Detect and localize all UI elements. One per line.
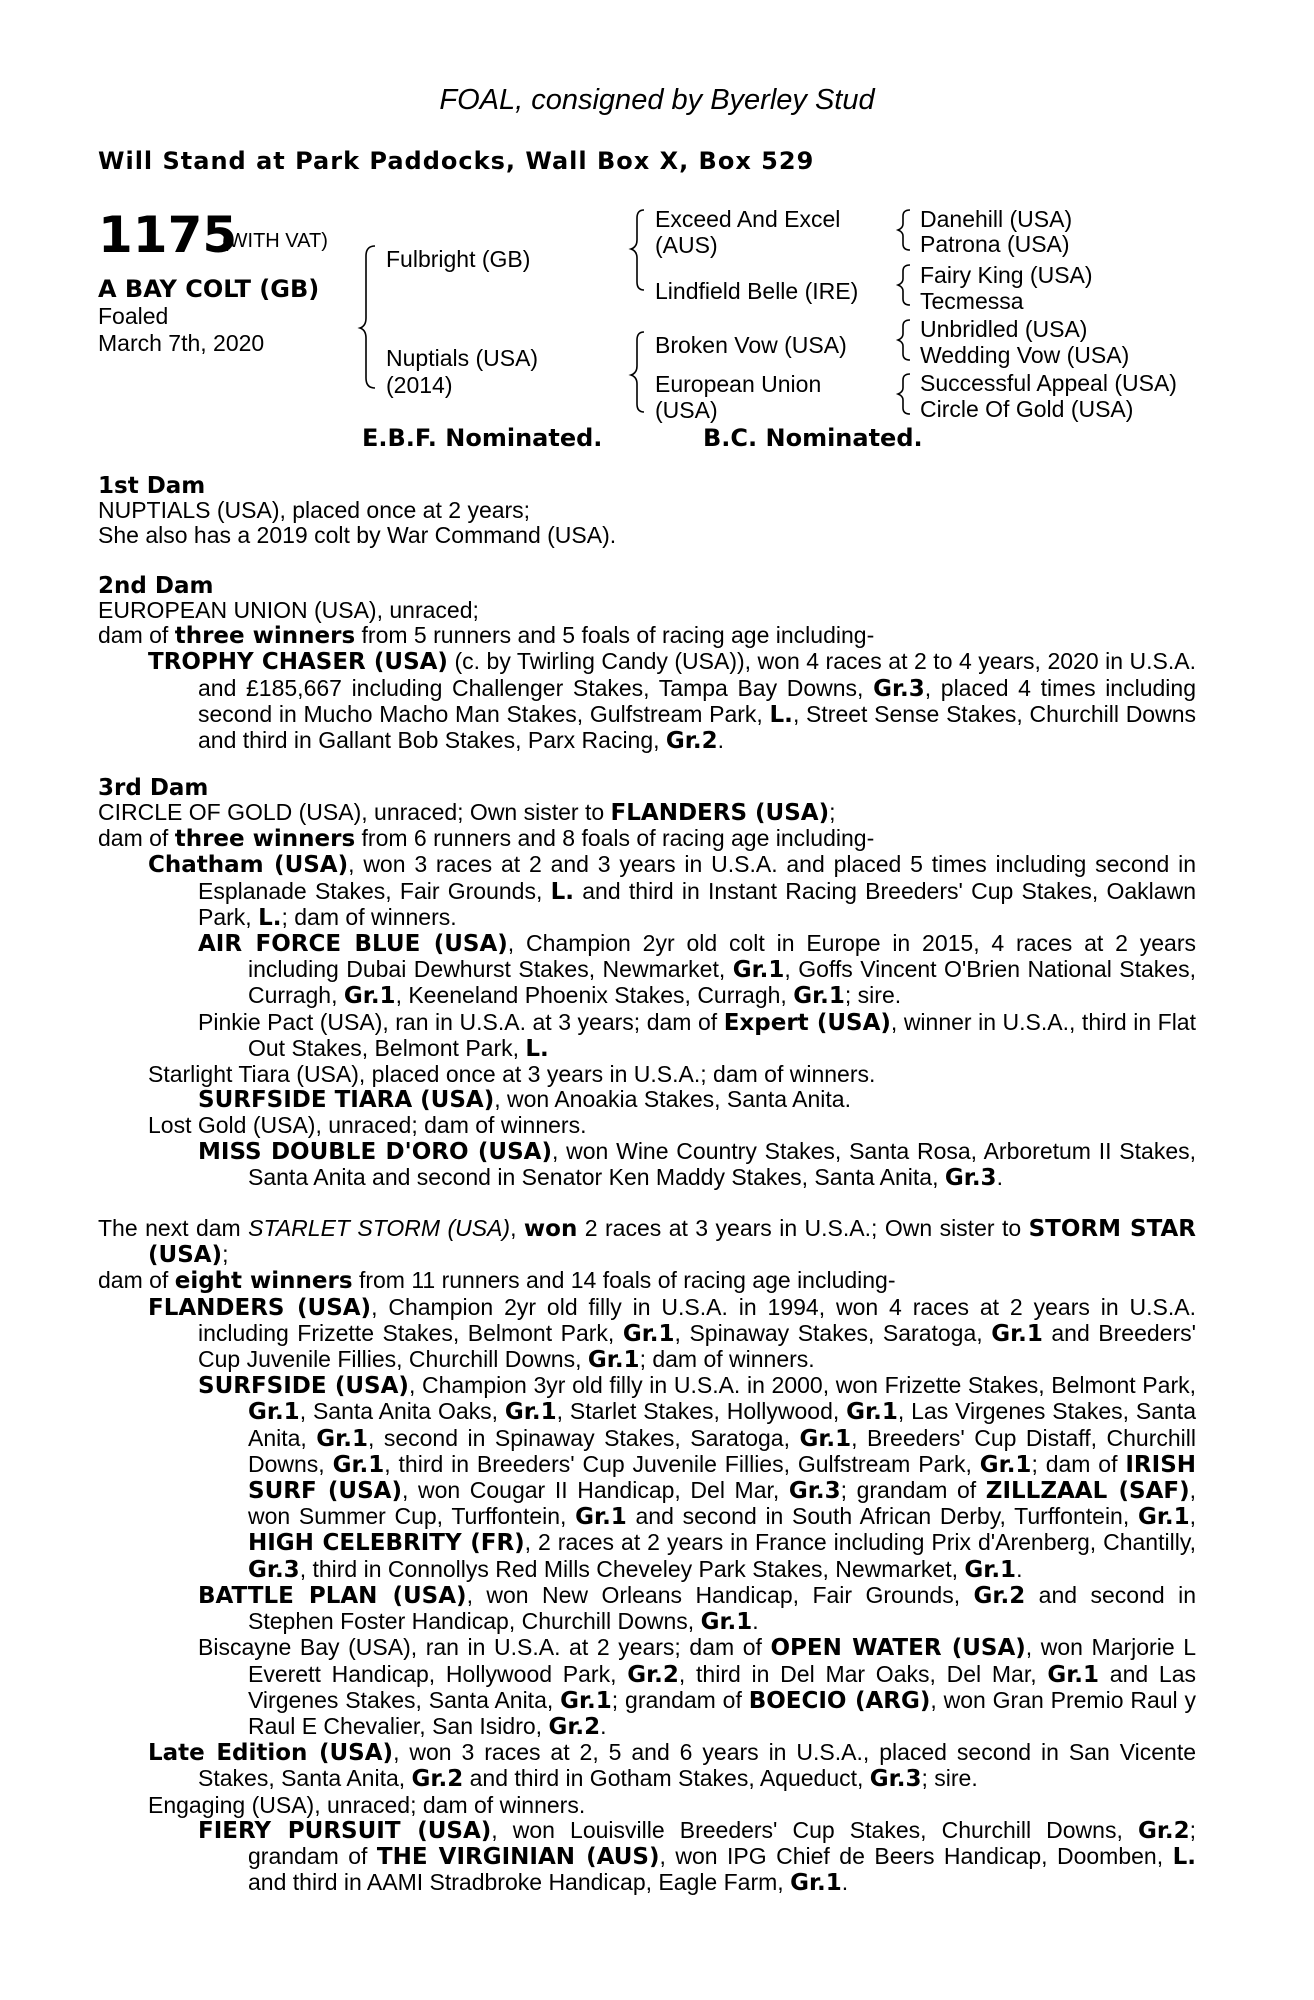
third-dam-heading: 3rd Dam (98, 775, 209, 801)
dam-dam-line1: European Union (655, 371, 822, 397)
g3-ancestor: Unbridled (USA) (920, 316, 1088, 342)
sire: Fulbright (GB) (386, 246, 531, 272)
g3-ancestor: Fairy King (USA) (920, 262, 1093, 288)
dam-sire: Broken Vow (USA) (655, 332, 847, 358)
sire-dam: Lindfield Belle (IRE) (655, 278, 859, 304)
dam-line2: (2014) (386, 372, 453, 398)
lot-title: A BAY COLT (GB) (98, 275, 320, 303)
dam-dam-line2: (USA) (655, 397, 718, 423)
third-dam-text: CIRCLE OF GOLD (USA), unraced; Own sister to FLANDERS (USA); dam of three winners from 6 runners and 8 foals of racing age including- Chatham (USA), won 3 races at 2 and 3 years in U.S.A. and placed 5 times including second in Esplanade Stakes, Fair Grounds, L. and third in Instant Racing Breeders' Cup Stakes, Oaklawn Park, L.; dam of winners. AIR FORCE BLUE (USA), Champion 2yr old colt in Europe in 2015, 4 races at 2 years including Dubai Dewhurst Stakes, Newmarket, Gr.1, Goffs Vincent O'Brien National Stakes, Curragh, Gr.1, Keeneland Phoenix Stakes, Curragh, Gr.1; sire. Pinkie Pact (USA), ran in U.S.A. at 3 years; dam of Expert (USA), winner in U.S.A., third in Flat Out Stakes, Belmont Park, L. Starlight Tiara (USA), placed once at 3 years in U.S.A.; dam of winners. SURFSIDE TIARA (USA), won Anoakia Stakes, Santa Anita. Lost Gold (USA), unraced; dam of winners. MISS DOUBLE D'ORO (USA), won Wine Country Stakes, Santa Rosa, Arboretum II Stakes, Santa Anita and second in Senator Ken Maddy Stakes, Santa Anita, Gr.3. The next dam STARLET STORM (USA), won 2 races at 3 years in U.S.A.; Own sister to STORM STAR (USA); dam of eight winners from 11 runners and 14 foals of racing age including- FLANDERS (USA), Champion 2yr old filly in U.S.A. in 1994, won 4 races at 2 years in U.S.A. including Frizette Stakes, Belmont Park, Gr.1, Spinaway Stakes, Saratoga, Gr.1 and Breeders' Cup Juvenile Fillies, Churchill Downs, Gr.1; dam of winners. SURFSIDE (USA), Champion 3yr old filly in U.S.A. in 2000, won Frizette Stakes, Belmont Park, Gr.1, Santa Anita Oaks, Gr.1, Starlet Stakes, Hollywood, Gr.1, Las Virgenes Stakes, Santa Anita, Gr.1, second in Spinaway Stakes, Saratoga, Gr.1, Breeders' Cup Distaff, Churchill Downs, Gr.1, third in Breeders' Cup Juvenile Fillies, Gulfstream Park, Gr.1; dam of IRISH SURF (USA), won Cougar II Handicap, Del Mar, Gr.3; grandam of ZILLZAAL (SAF), won Summer Cup, Turffontein, Gr.1 and second in South African Derby, Turffontein, Gr.1, HIGH CELEBRITY (FR), 2 races at 2 years in France including Prix d'Arenberg, Chantilly, Gr.3, third in Connollys Red Mills Cheveley Park Stakes, Newmarket, Gr.1. BATTLE PLAN (USA), won New Orleans Handicap, Fair Grounds, Gr.2 and second in Stephen Foster Handicap, Churchill Downs, Gr.1. Biscayne Bay (USA), ran in U.S.A. at 2 years; dam of OPEN WATER (USA), won Marjorie L Everett Handicap, Hollywood Park, Gr.2, third in Del Mar Oaks, Del Mar, Gr.1 and Las Virgenes Stakes, Santa Anita, Gr.1; grandam of BOECIO (ARG), won Gran Premio Raul y Raul E Chevalier, San Isidro, Gr.2. Late Edition (USA), won 3 races at 2, 5 and 6 years in U.S.A., placed second in San Vicente Stakes, Santa Anita, Gr.2 and third in Gotham Stakes, Aqueduct, Gr.3; sire. Engaging (USA), unraced; dam of winners. FIERY PURSUIT (USA), won Louisville Breeders' Cup Stakes, Churchill Downs, Gr.2; grandam of THE VIRGINIAN (AUS), won IPG Chief de Beers Handicap, Doomben, L. and third in AAMI Stradbroke Handicap, Eagle Farm, Gr.1. (98, 799, 1197, 1897)
ebf-nominated: E.B.F. Nominated. (362, 424, 603, 452)
g3-ancestor: Successful Appeal (USA) (920, 370, 1177, 396)
location-line: Will Stand at Park Paddocks, Wall Box X, Box 529 (98, 147, 815, 175)
first-dam-heading: 1st Dam (98, 473, 206, 499)
g3-ancestor: Wedding Vow (USA) (920, 342, 1130, 368)
foaled-label: Foaled (98, 303, 169, 329)
bc-nominated: B.C. Nominated. (703, 424, 923, 452)
g3-ancestor: Tecmessa (920, 288, 1024, 314)
foaled-date: March 7th, 2020 (98, 330, 265, 356)
sire-sire-line1: Exceed And Excel (655, 206, 841, 232)
g3-ancestor: Circle Of Gold (USA) (920, 396, 1134, 422)
vat-label: (WITH VAT) (222, 230, 328, 252)
dam-line1: Nuptials (USA) (386, 345, 539, 371)
lot-number: 1175 (98, 206, 238, 264)
first-dam-text: NUPTIALS (USA), placed once at 2 years; She also has a 2019 colt by War Command (USA). (98, 497, 617, 549)
second-dam-heading: 2nd Dam (98, 573, 214, 599)
consignor-line: FOAL, consigned by Byerley Stud (439, 84, 875, 116)
sire-sire-line2: (AUS) (655, 232, 718, 258)
second-dam-text: EUROPEAN UNION (USA), unraced; dam of three winners from 5 runners and 5 foals of racing age including- TROPHY CHASER (USA) (c. by Twirling Candy (USA)), won 4 races at 2 to 4 years, 2020 in U.S.A. and £185,667 including Challenger Stakes, Tampa Bay Downs, Gr.3, placed 4 times including second in Mucho Macho Man Stakes, Gulfstream Park, L., Street Sense Stakes, Churchill Downs and third in Gallant Bob Stakes, Parx Racing, Gr.2. (98, 597, 1197, 755)
g3-ancestor: Patrona (USA) (920, 231, 1070, 257)
g3-ancestor: Danehill (USA) (920, 206, 1073, 232)
